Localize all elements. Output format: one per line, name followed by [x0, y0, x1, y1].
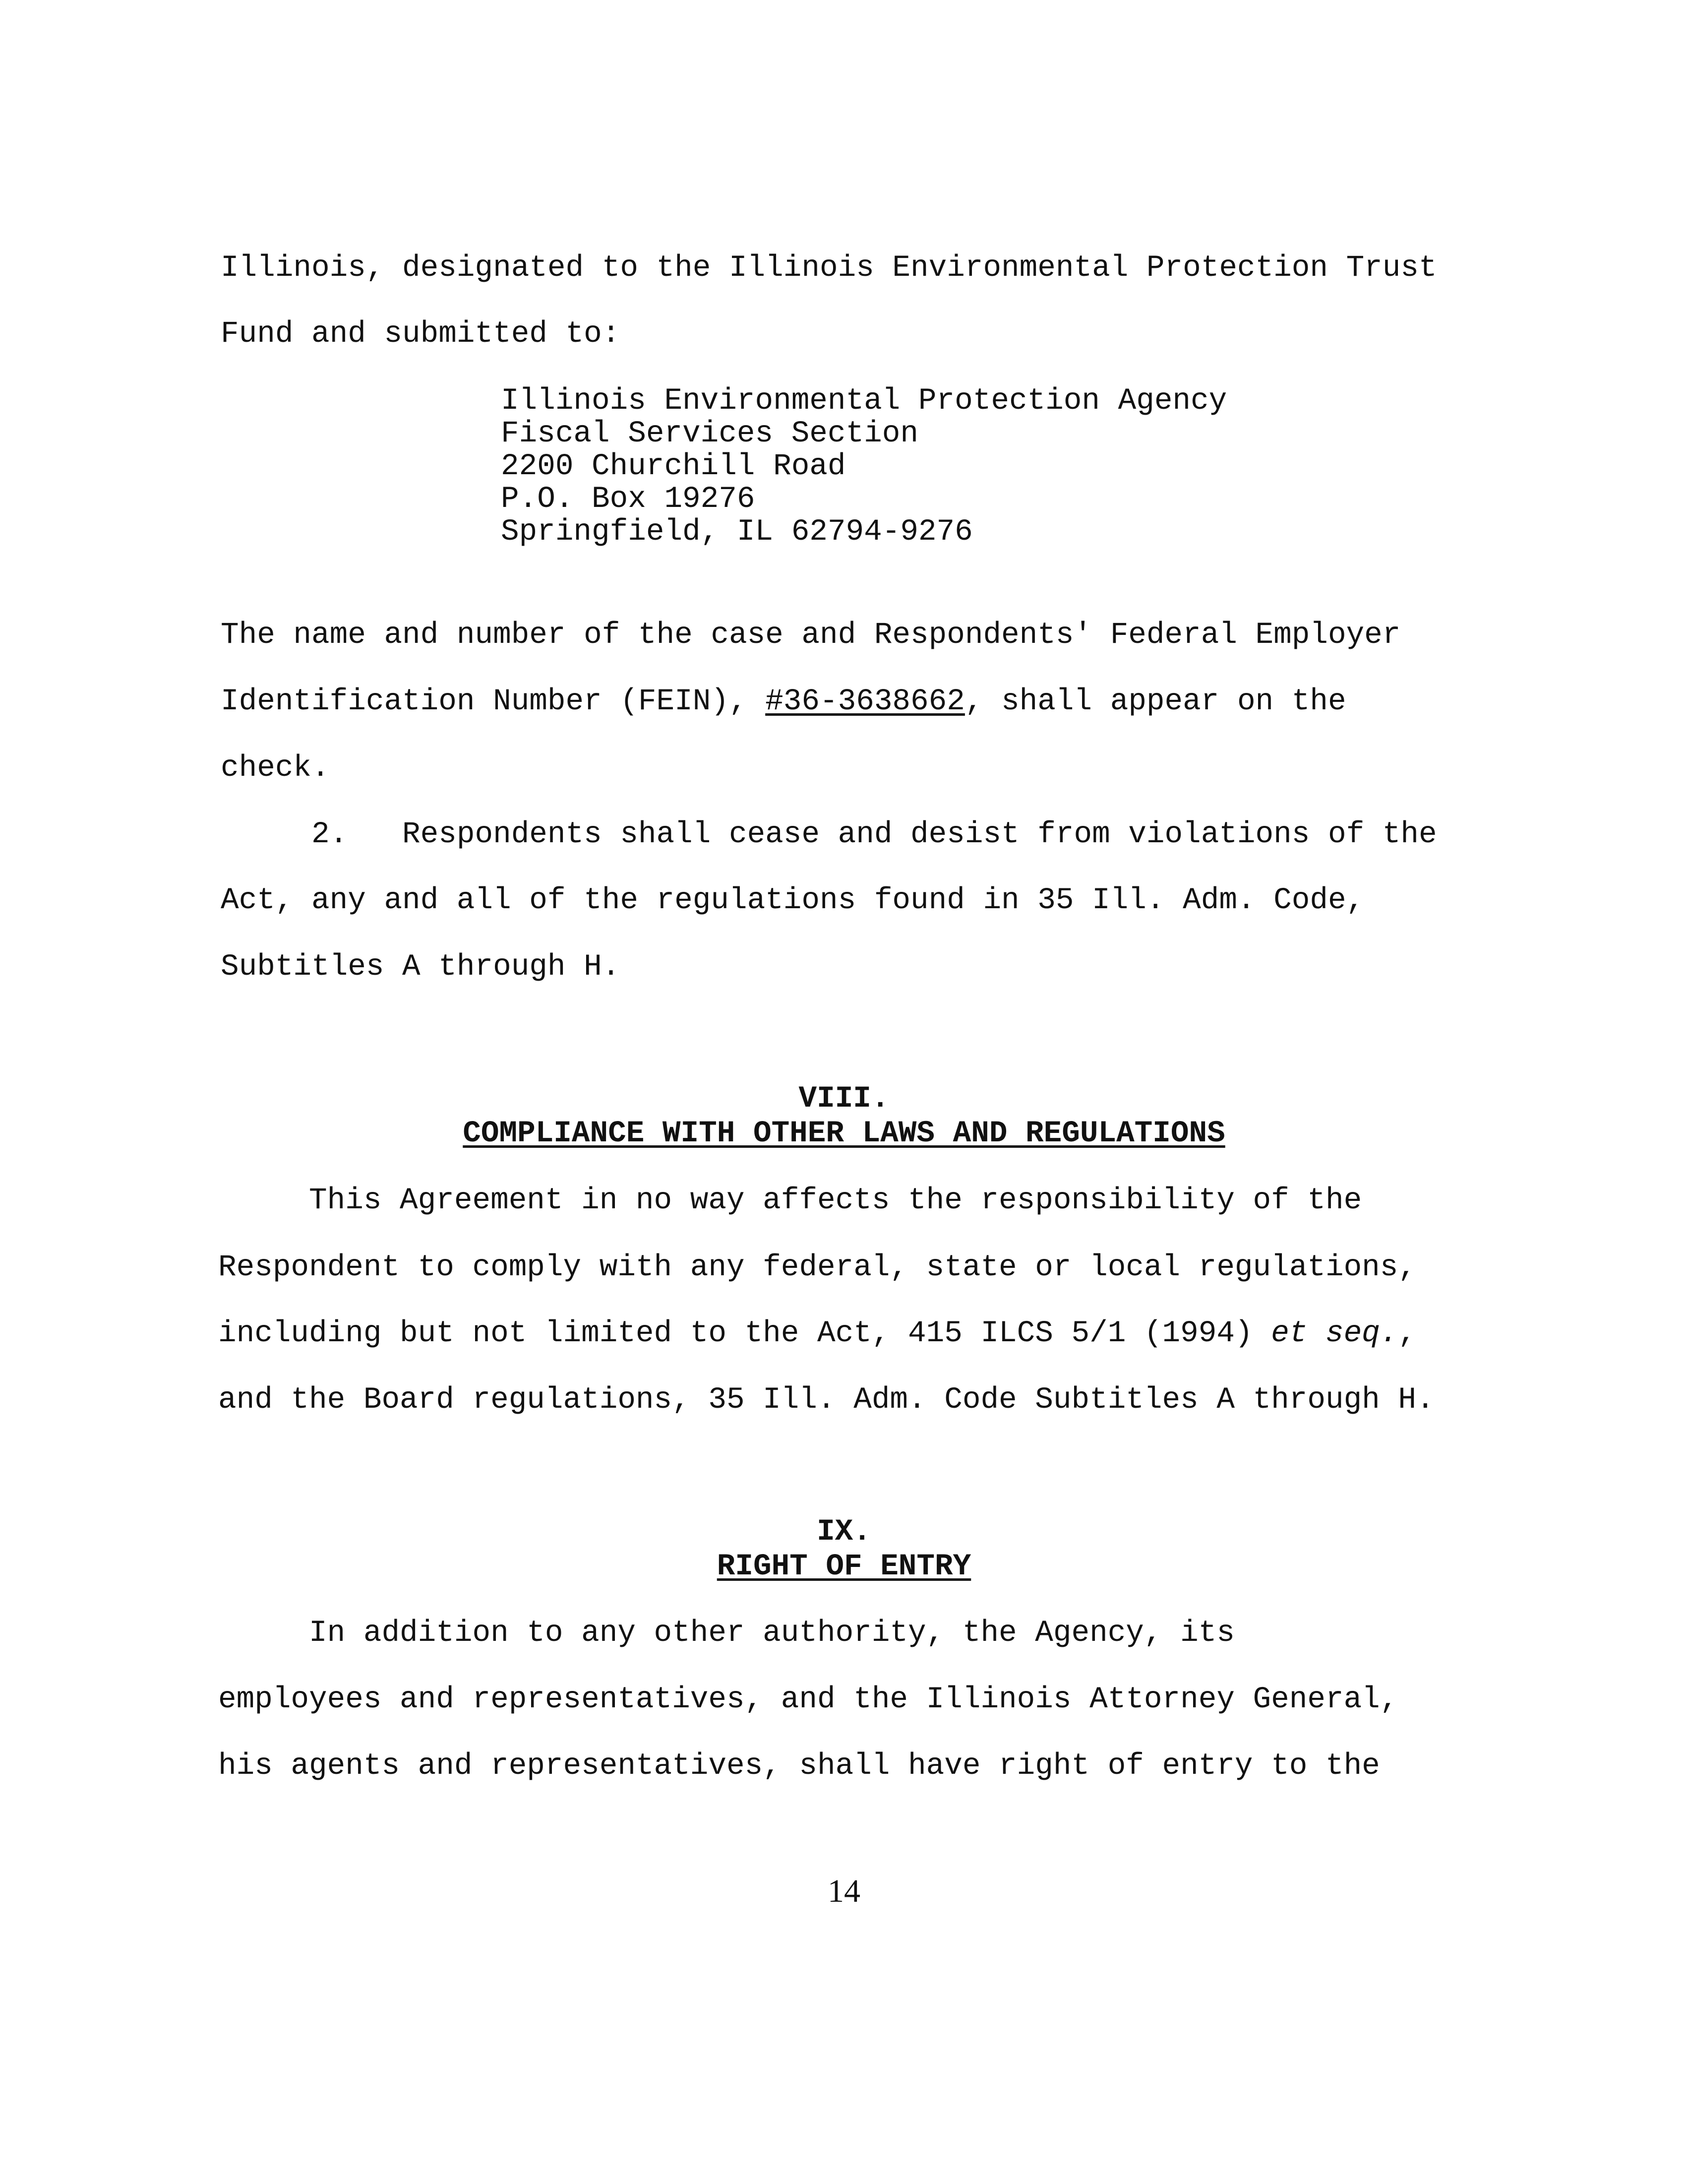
paragraph-line: check. — [221, 751, 330, 785]
section-heading — [0, 1119, 1688, 1149]
latin-term: et seq. — [1271, 1316, 1398, 1351]
paragraph-line: his agents and representatives, shall have right of entry to the — [218, 1749, 1380, 1783]
paragraph-line: Respondent to comply with any federal, state or local regulations, — [218, 1250, 1416, 1285]
paragraph-line: Act, any and all of the regulations found in 35 Ill. Adm. Code, — [221, 883, 1365, 918]
section-numeral: IX. — [817, 1515, 871, 1549]
section-heading-text: COMPLIANCE WITH OTHER LAWS AND REGULATIONS — [463, 1117, 1225, 1151]
paragraph-line: Illinois, designated to the Illinois Environmental Protection Trust — [221, 251, 1437, 285]
paragraph-line: and the Board regulations, 35 Ill. Adm. Code Subtitles A through H. — [218, 1383, 1435, 1417]
address-line: Illinois Environmental Protection Agency — [501, 384, 1227, 418]
address-line: Springfield, IL 62794-9276 — [501, 515, 973, 549]
fein-number: #36-3638662 — [765, 685, 965, 719]
text-segment: , — [1398, 1316, 1417, 1351]
text-segment: Identification Number (FEIN), — [221, 685, 766, 719]
paragraph-line: Fund and submitted to: — [221, 317, 620, 351]
paragraph-line: employees and representatives, and the Illinois Attorney General, — [218, 1683, 1398, 1717]
section-numeral: VIII. — [798, 1082, 890, 1116]
text-segment: , shall appear on the — [965, 685, 1346, 719]
address-line: Fiscal Services Section — [501, 417, 918, 451]
paragraph-line: This Agreement in no way affects the responsibility of the — [218, 1184, 1362, 1218]
paragraph-line: 2. Respondents shall cease and desist from violations of the — [221, 817, 1437, 852]
paragraph-line — [221, 686, 1346, 717]
address-line: 2200 Churchill Road — [501, 449, 846, 484]
page-number: 14 — [828, 1873, 860, 1909]
paragraph-line — [218, 1318, 1416, 1349]
section-heading — [0, 1552, 1688, 1582]
paragraph-line: In addition to any other authority, the Agency, its — [218, 1616, 1235, 1650]
address-line: P.O. Box 19276 — [501, 482, 755, 516]
section-heading-text: RIGHT OF ENTRY — [717, 1550, 971, 1584]
paragraph-line: The name and number of the case and Respondents' Federal Employer — [221, 618, 1401, 652]
paragraph-line: Subtitles A through H. — [221, 950, 620, 984]
text-segment: including but not limited to the Act, 415 ILCS 5/1 (1994) — [218, 1316, 1271, 1351]
